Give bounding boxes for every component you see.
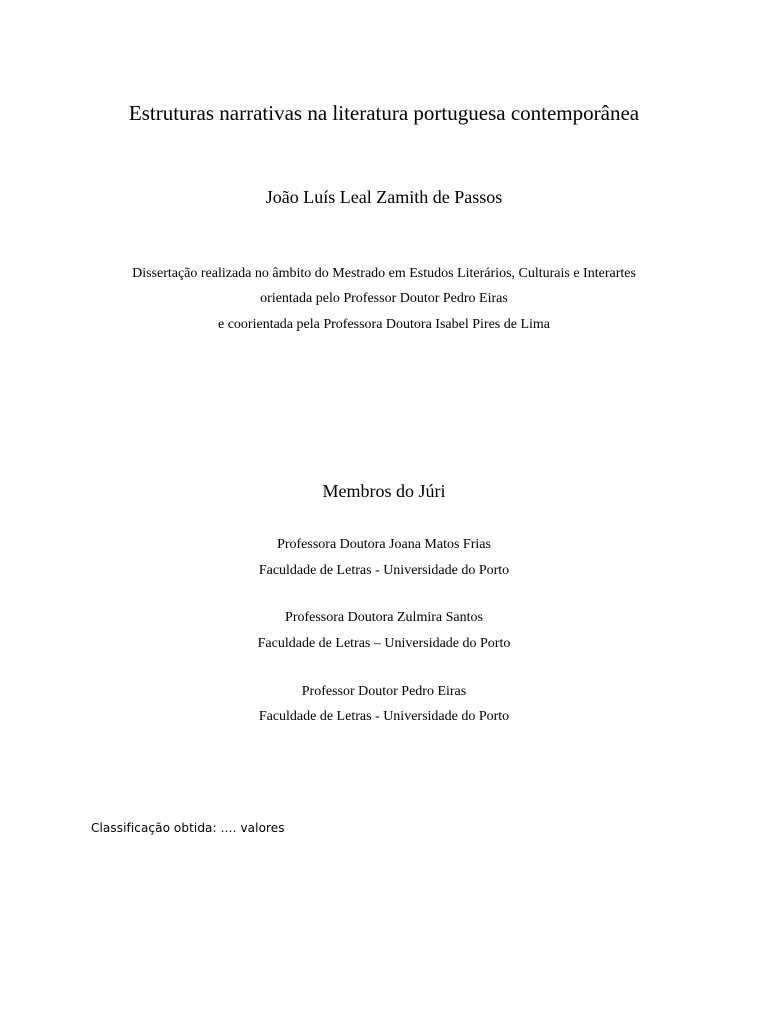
jury-member-affiliation: Faculdade de Letras - Universidade do Porto: [258, 709, 510, 724]
jury-member-affiliation: Faculdade de Letras - Universidade do Porto: [258, 563, 510, 578]
jury-member-affiliation: Faculdade de Letras – Universidade do Porto: [257, 636, 511, 651]
dissertation-line: orientada pelo Professor Doutor Pedro Eiras: [260, 291, 508, 306]
grade-line: Classificação obtida: …. valores: [91, 821, 285, 835]
dissertation-line: e coorientada pela Professora Doutora Isabel Pires de Lima: [218, 317, 550, 332]
author-name: João Luís Leal Zamith de Passos: [265, 187, 503, 207]
jury-member-name: Professora Doutora Zulmira Santos: [285, 610, 483, 625]
jury-member-name: Professora Doutora Joana Matos Frias: [277, 537, 491, 552]
jury-member-name: Professor Doutor Pedro Eiras: [301, 684, 467, 699]
dissertation-line: Dissertação realizada no âmbito do Mestrado em Estudos Literários, Culturais e Interartes: [132, 266, 636, 281]
jury-heading: Membros do Júri: [322, 481, 446, 501]
document-title: Estruturas narrativas na literatura portuguesa contemporânea: [128, 101, 640, 125]
